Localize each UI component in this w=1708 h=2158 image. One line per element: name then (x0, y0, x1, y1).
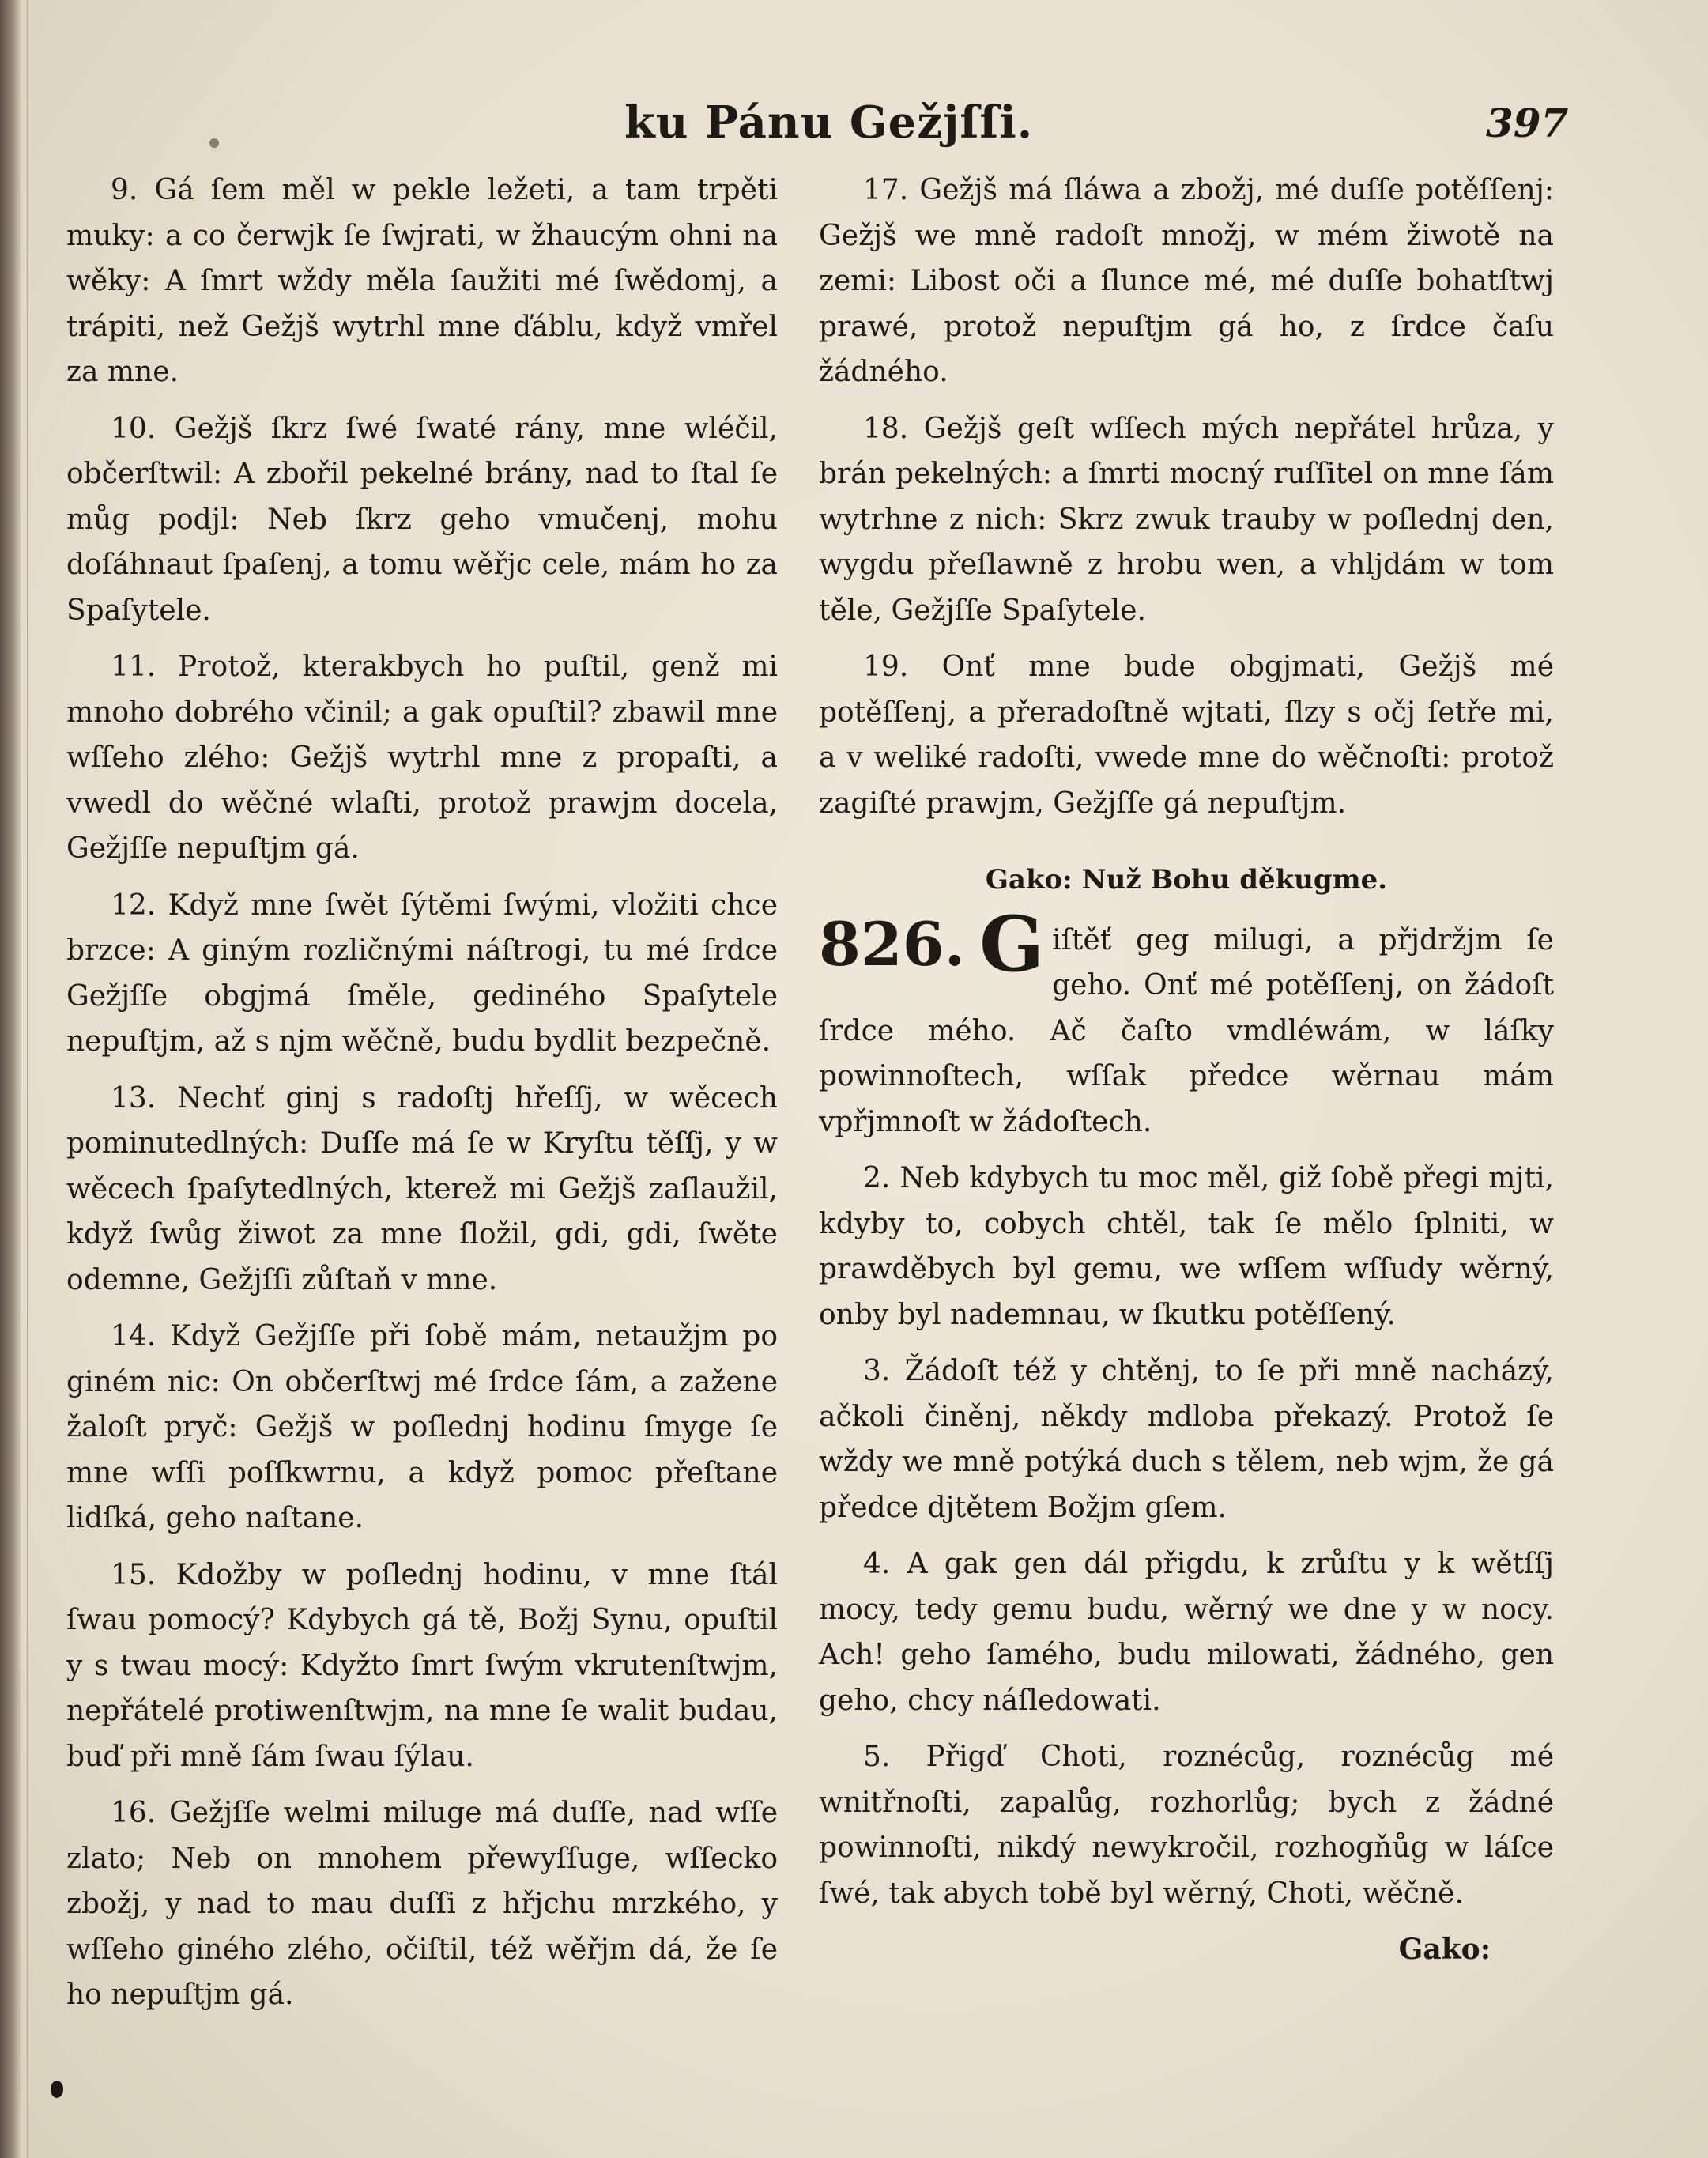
ink-blot-mark (51, 2081, 63, 2098)
page-number: 397 (1486, 100, 1569, 146)
verse-10: 10. Gežjš ſkrz ſwé ſwaté rány, mne wléčil, občerſtwil: A zbořil pekelné brány, nad to ſtal ſe můg podjl: Neb ſkrz geho vmučenj, mohu doſáhnaut ſpaſenj, a tomu wěřjc cele, mám ho za Spaſytele. (66, 412, 778, 627)
right-column (819, 168, 1554, 1984)
verse-12: 12. Když mne ſwět ſýtěmi ſwými, vložiti chce brzce: A giným rozličnými náſtrogi, tu mé ſrdce Gežjſſe obgjmá ſměle, gediného Spaſytele nepuſtjm, až s njm wěčně, budu bydlit bezpečně. (66, 888, 778, 1058)
verse-15: 15. Kdožby w poſlednj hodinu, v mne ſtál ſwau pomocý? Kdybych gá tě, Božj Synu, opuſtil y s twau mocý: Kdyžto ſmrt ſwým vkrutenſtwjm, nepřátelé protiwenſtwjm, na mne ſe walit budau, buď při mně ſám ſwau ſýlau. (66, 1558, 778, 1773)
hymn-826-verse-3: 3. Žádoſt též y chtěnj, to ſe při mně nacházý, ačkoli činěnj, někdy mdloba překazý. Protož ſe wždy we mně potýká duch s tělem, neb wjm, že gá předce djtětem Božjm gſem. (819, 1355, 1554, 1524)
hymn-826-verse-5: 5. Přigď Choti, roznécůg, roznécůg mé wnitřnoſti, zapalůg, rozhorlůg; bych z žádné powinnoſti, nikdý newykročil, rozhogňůg w láſce ſwé, tak abych tobě byl wěrný, Choti, wěčně. (819, 1741, 1554, 1910)
verse-16: 16. Gežjſſe welmi miluge má duſſe, nad wſſe zlato; Neb on mnohem přewyſſuge, wſſecko zbožj, y nad to mau duſſi z hřjchu mrzkého, y wſſeho giného zlého, očiſtil, též wěřjm dá, že ſe ho nepuſtjm gá. (66, 1797, 778, 2011)
hymn-826-first-verse (819, 899, 1554, 1145)
verse-19: 19. Onť mne bude obgjmati, Gežjš mé potěſſenj, a přeradoſtně wjtati, ſlzy s očj ſetře mi, a v weliké radoſti, vwede mne do wěčnoſti: protož zagiſté prawjm, Gežjſſe gá nepuſtjm. (819, 651, 1554, 820)
verse-11: 11. Protož, kterakbych ho puſtil, genž mi mnoho dobrého včinil; a gak opuſtil? zbawil mne wſſeho zlého: Gežjš wytrhl mne z propaſti, a vwedl do wěčné wlaſti, protož prawjm docela, Gežjſſe nepuſtjm gá. (66, 651, 778, 865)
catchword: Gako: (1398, 1933, 1491, 1966)
verse-17: 17. Gežjš má ſláwa a zbožj, mé duſſe potěſſenj: Gežjš we mně radoſt množj, w mém žiwotě na zemi: Libost oči a ſlunce mé, mé duſſe bohatſtwj prawé, protož nepuſtjm gá ho, z ſrdce čaſu žádného. (819, 174, 1554, 388)
hymn-number: 826. (819, 908, 966, 979)
melody-indication: Gako: Nuž Bohu děkugme. (985, 864, 1388, 896)
verse-14: 14. Když Gežjſſe při ſobě mám, netaužjm po giném nic: On občerſtwj mé ſrdce ſám, a zažene žaloſt pryč: Gežjš w poſlednj hodinu ſmyge ſe mne wſſi poſſkwrnu, a když pomoc přeſtane lidſká, geho naſtane. (66, 1320, 778, 1534)
verse-13: 13. Nechť ginj s radoſtj hřeſſj, w wěcech pominutedlných: Duſſe má ſe w Kryſtu těſſj, y w wěcech ſpaſytedlných, kterež mi Gežjš zaſlaužil, když ſwůg žiwot za mne ſložil, gdi, gdi, ſwěte odemne, Gežjſſi zůſtaň v mne. (66, 1081, 778, 1296)
hymn-826-verse-2: 2. Neb kdybych tu moc měl, giž ſobě přegi mjti, kdyby to, cobych chtěl, tak ſe mělo ſplniti, w prawděbych byl gemu, we wſſem wſſudy wěrný, onby byl nademnau, w ſkutku potěſſený. (819, 1162, 1554, 1331)
left-column (66, 168, 778, 2029)
hymn-826-verse-4: 4. A gak gen dál přigdu, k zrůſtu y k wětſſj mocy, tedy gemu budu, wěrný we dne y w nocy. Ach! geho ſamého, budu milowati, žádného, gen geho, chcy náſledowati. (819, 1548, 1554, 1717)
hymn-first-verse-text: iſtěť geg milugi, a přjdržjm ſe geho. Onť mé potěſſenj, on žádoſt ſrdce mého. Ač čaſto vmdléwám, w láſky powinnoſtech, wſſak předce wěrnau mám vpřjmnoſt w žádoſtech. (819, 923, 1554, 1138)
verse-9: 9. Gá ſem měl w pekle ležeti, a tam trpěti muky: a co čerwjk ſe ſwjrati, w žhaucým ohni na wěky: A ſmrt wždy měla ſaužiti mé ſwědomj, a trápiti, než Gežjš wytrhl mne ďáblu, když vmřel za mne. (66, 174, 778, 388)
verse-18: 18. Gežjš geſt wſſech mých nepřátel hrůza, y brán pekelných: a ſmrti mocný ruſſitel on mne ſám wytrhne z nich: Skrz zwuk trauby w poſlednj den, wygdu přeſlawně z hrobu wen, a vhljdám w tom těle, Gežjſſe Spaſytele. (819, 412, 1554, 627)
running-title: ku Pánu Gežjſſi. (624, 96, 1034, 149)
gutter-edge-line (27, 0, 28, 2158)
binding-gutter (0, 0, 21, 2158)
drop-cap-initial: G (979, 899, 1045, 989)
page-header (0, 96, 1708, 168)
